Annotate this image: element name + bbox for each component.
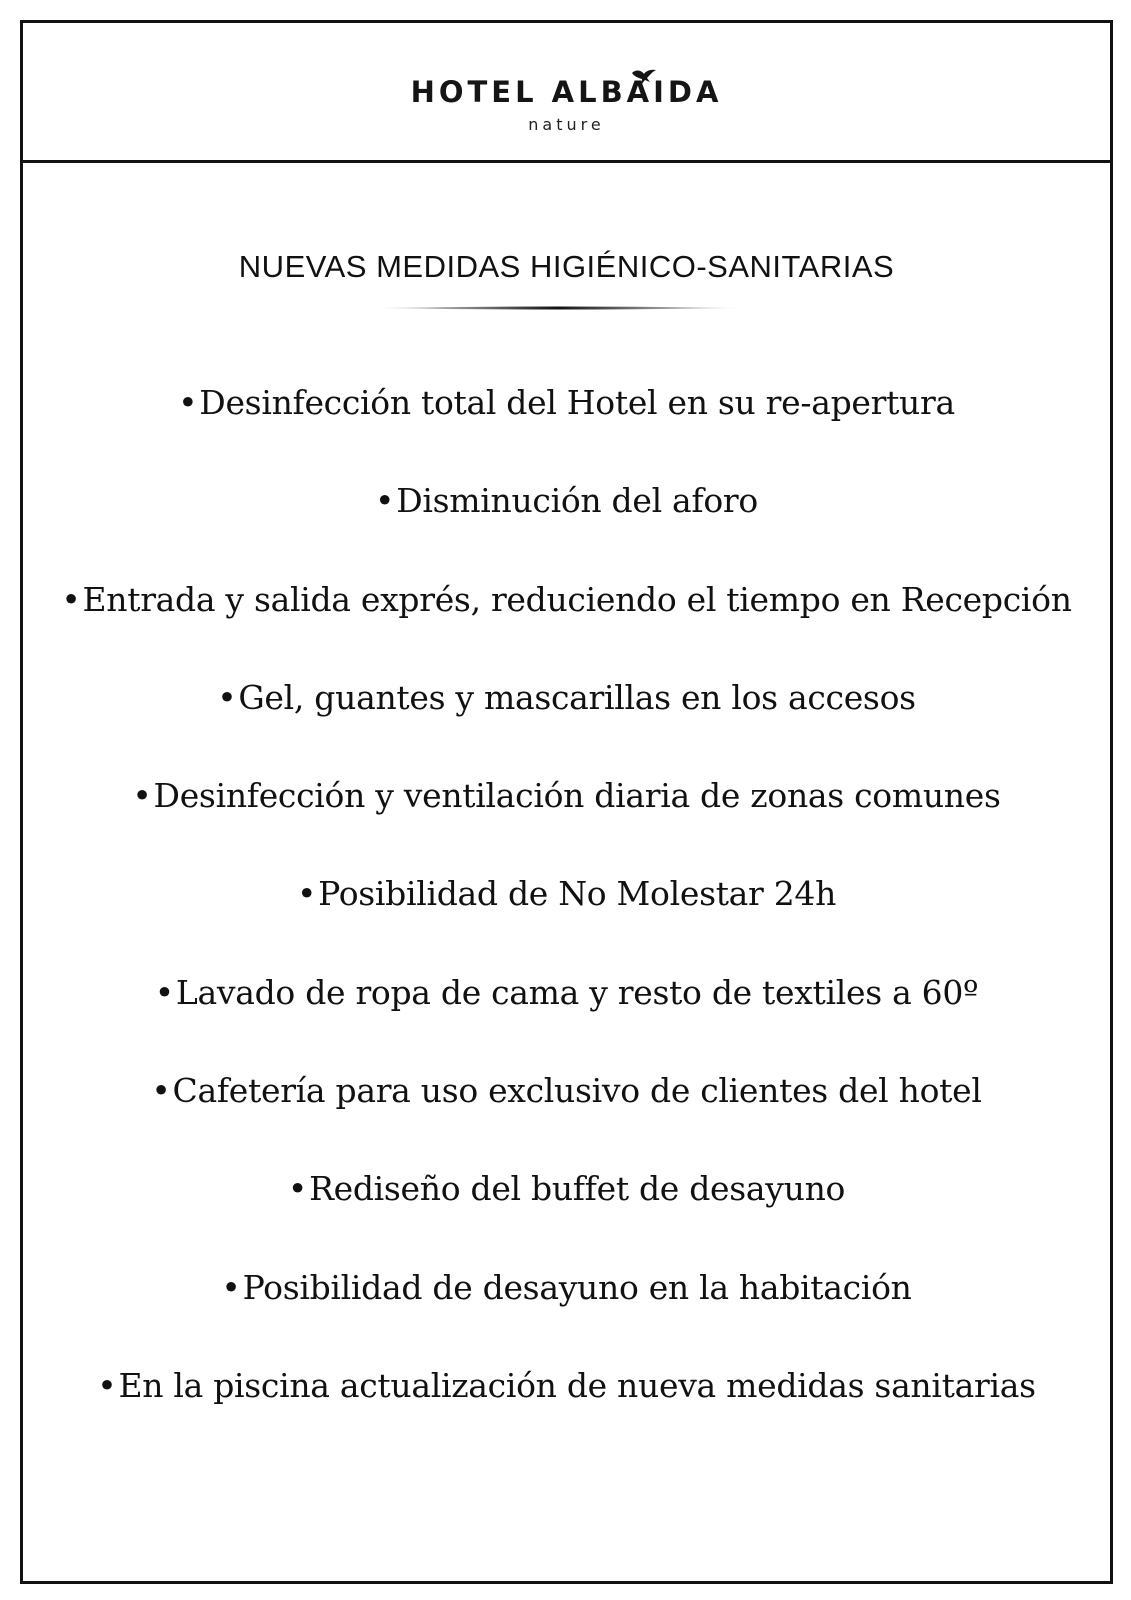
list-item-text: Disminución del aforo xyxy=(396,481,758,521)
header xyxy=(23,23,1110,163)
bullet-icon: • xyxy=(296,874,317,914)
hotel-logo xyxy=(402,75,732,155)
list-item-text: Cafetería para uso exclusivo de clientes del hotel xyxy=(172,1071,982,1111)
bullet-icon: • xyxy=(97,1365,117,1405)
list-item-text: Desinfección total del Hotel en su re-apertura xyxy=(199,383,955,422)
logo-name: HOTEL ALBAIDA xyxy=(410,75,723,109)
page-title: NUEVAS MEDIDAS HIGIÉNICO-SANITARIAS xyxy=(238,249,895,284)
bullet-icon: • xyxy=(151,1071,171,1111)
list-item xyxy=(23,1164,1110,1262)
list-item xyxy=(23,575,1110,673)
bullet-icon: • xyxy=(132,776,152,816)
list-item-text: Rediseño del buffet de desayuno xyxy=(309,1169,846,1209)
list-item xyxy=(23,673,1110,771)
list-item xyxy=(23,1066,1110,1164)
list-item-text: Desinfección y ventilación diaria de zonas comunes xyxy=(153,776,1001,816)
list-item xyxy=(23,1263,1110,1361)
list-item-text: En la piscina actualización de nueva medidas sanitarias xyxy=(118,1365,1036,1405)
measures-list xyxy=(23,378,1110,1459)
list-item-text: Gel, guantes y mascarillas en los accesos xyxy=(238,677,916,717)
list-item-text: Entrada y salida exprés, reduciendo el tiempo en Recepción xyxy=(82,579,1072,619)
bullet-icon: • xyxy=(375,481,395,521)
list-item xyxy=(23,869,1110,967)
bullet-icon: • xyxy=(61,579,81,619)
list-item xyxy=(23,476,1110,574)
bullet-icon: • xyxy=(217,677,237,717)
document-frame xyxy=(20,20,1113,1584)
bullet-icon: • xyxy=(178,383,198,422)
list-item-text: Lavado de ropa de cama y resto de textiles a 60º xyxy=(175,972,979,1012)
bullet-icon: • xyxy=(221,1267,241,1307)
title-divider xyxy=(373,305,743,311)
list-item-text: Posibilidad de No Molestar 24h xyxy=(318,874,837,914)
list-item xyxy=(23,1361,1110,1459)
list-item xyxy=(23,968,1110,1066)
bullet-icon: • xyxy=(287,1169,308,1209)
bullet-icon: • xyxy=(154,972,174,1012)
list-item xyxy=(23,378,1110,476)
list-item-text: Posibilidad de desayuno en la habitación xyxy=(242,1267,912,1307)
logo-subtitle: nature xyxy=(528,115,605,134)
list-item xyxy=(23,771,1110,869)
